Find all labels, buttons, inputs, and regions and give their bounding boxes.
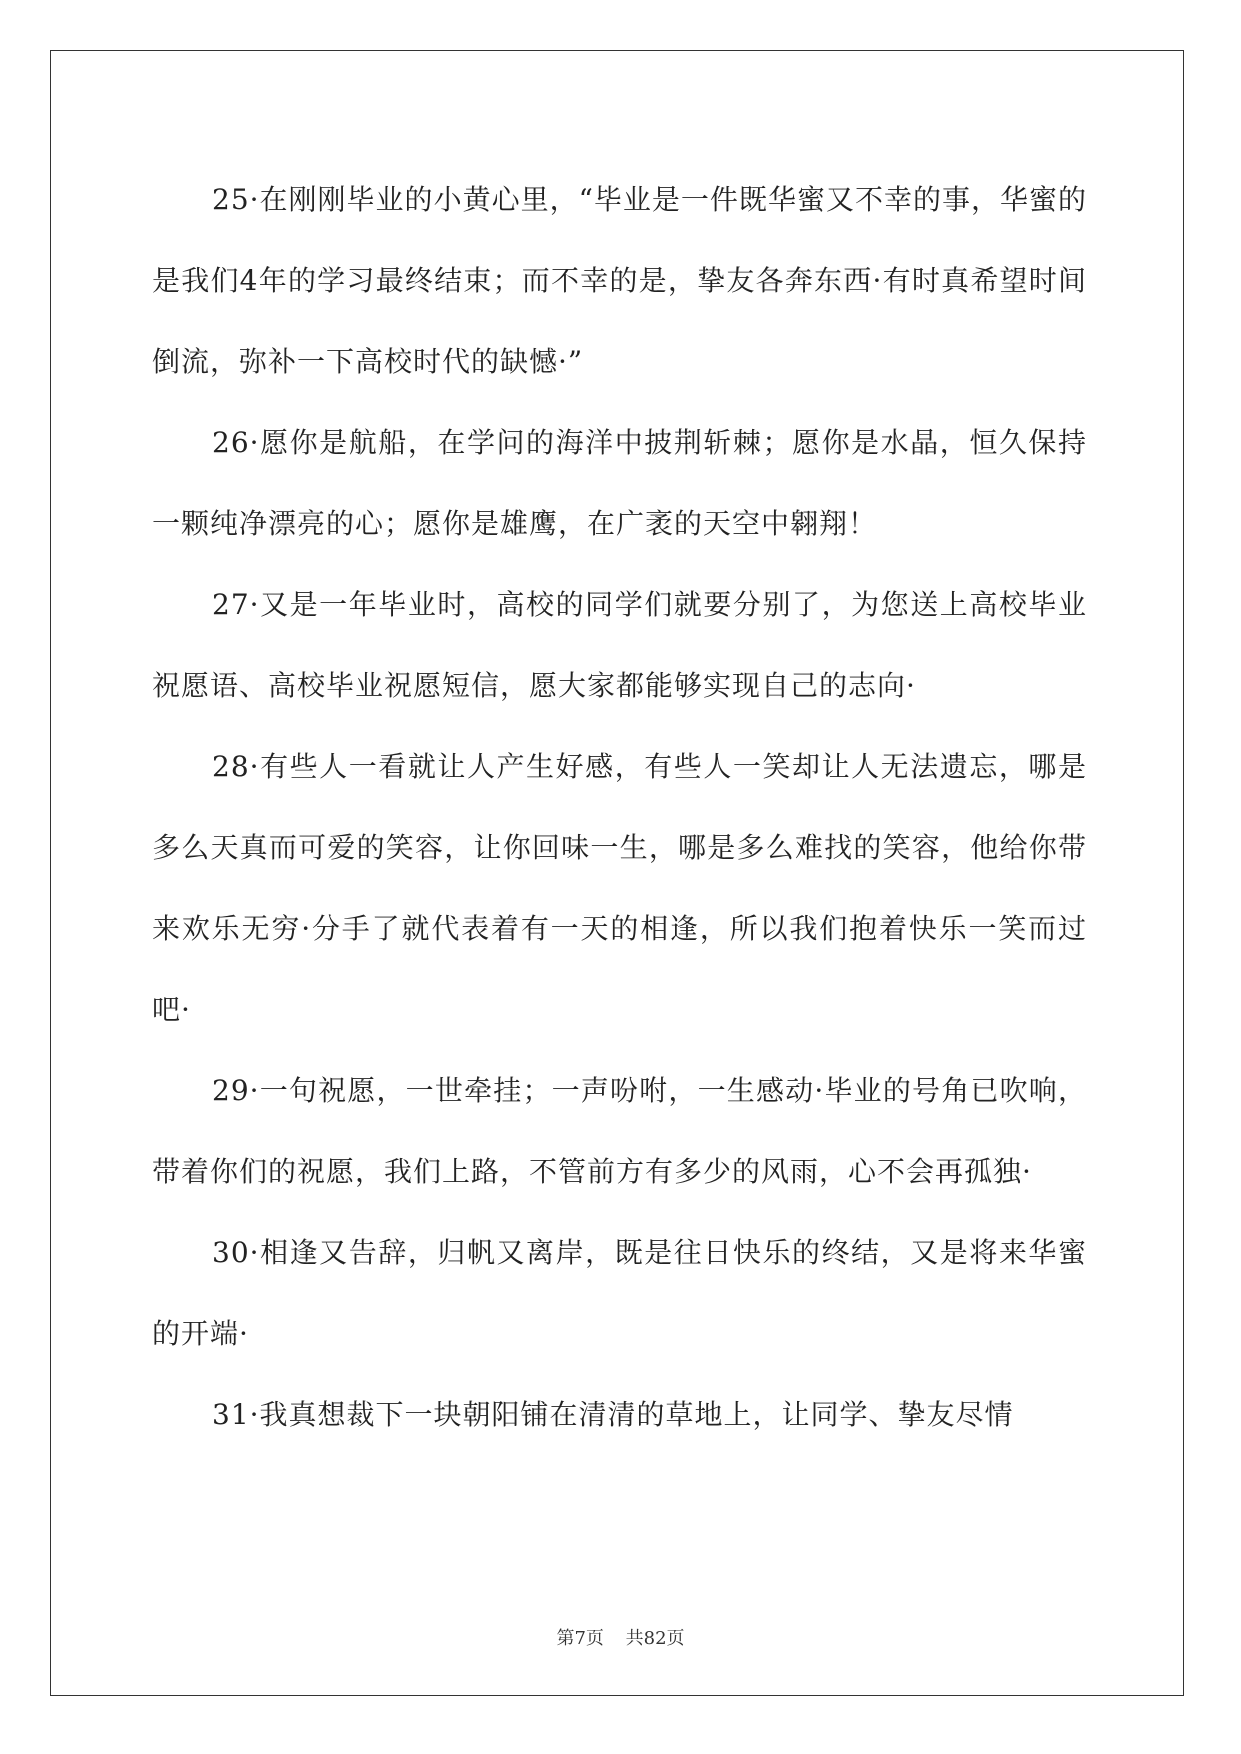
paragraph-30: 30·相逢又告辞，归帆又离岸，既是往日快乐的终结，又是将来华蜜的开端· [152,1236,1087,1350]
paragraph-29: 29·一句祝愿，一世牵挂；一声吩咐，一生感动·毕业的号角已吹响，带着你们的祝愿，我们上路，不管前方有多少的风雨，心不会再孤独· [152,1074,1087,1188]
page-footer [0,1624,1241,1650]
paragraph-25: 25·在刚刚毕业的小黄心里，“毕业是一件既华蜜又不幸的事，华蜜的是我们4年的学习最终结束；而不幸的是，挚友各奔东西·有时真希望时间倒流，弥补一下高校时代的缺憾·” [152,183,1087,378]
paragraph-31: 31·我真想裁下一块朝阳铺在清清的草地上，让同学、挚友尽情 [212,1398,1014,1431]
document-body [152,159,1087,1455]
paragraph-27: 27·又是一年毕业时，高校的同学们就要分别了，为您送上高校毕业祝愿语、高校毕业祝愿短信，愿大家都能够实现自己的志向· [152,588,1087,702]
page-total: 共82页 [625,1628,685,1649]
paragraph-28: 28·有些人一看就让人产生好感，有些人一笑却让人无法遗忘，哪是多么天真而可爱的笑容，让你回味一生，哪是多么难找的笑容，他给你带来欢乐无穷·分手了就代表着有一天的相逢，所以我们抱着快乐一笑而过吧· [152,750,1087,1026]
paragraph-26: 26·愿你是航船，在学问的海洋中披荆斩棘；愿你是水晶，恒久保持一颗纯净漂亮的心；愿你是雄鹰，在广袤的天空中翱翔！ [152,426,1087,540]
page-number: 第7页 [556,1628,604,1649]
